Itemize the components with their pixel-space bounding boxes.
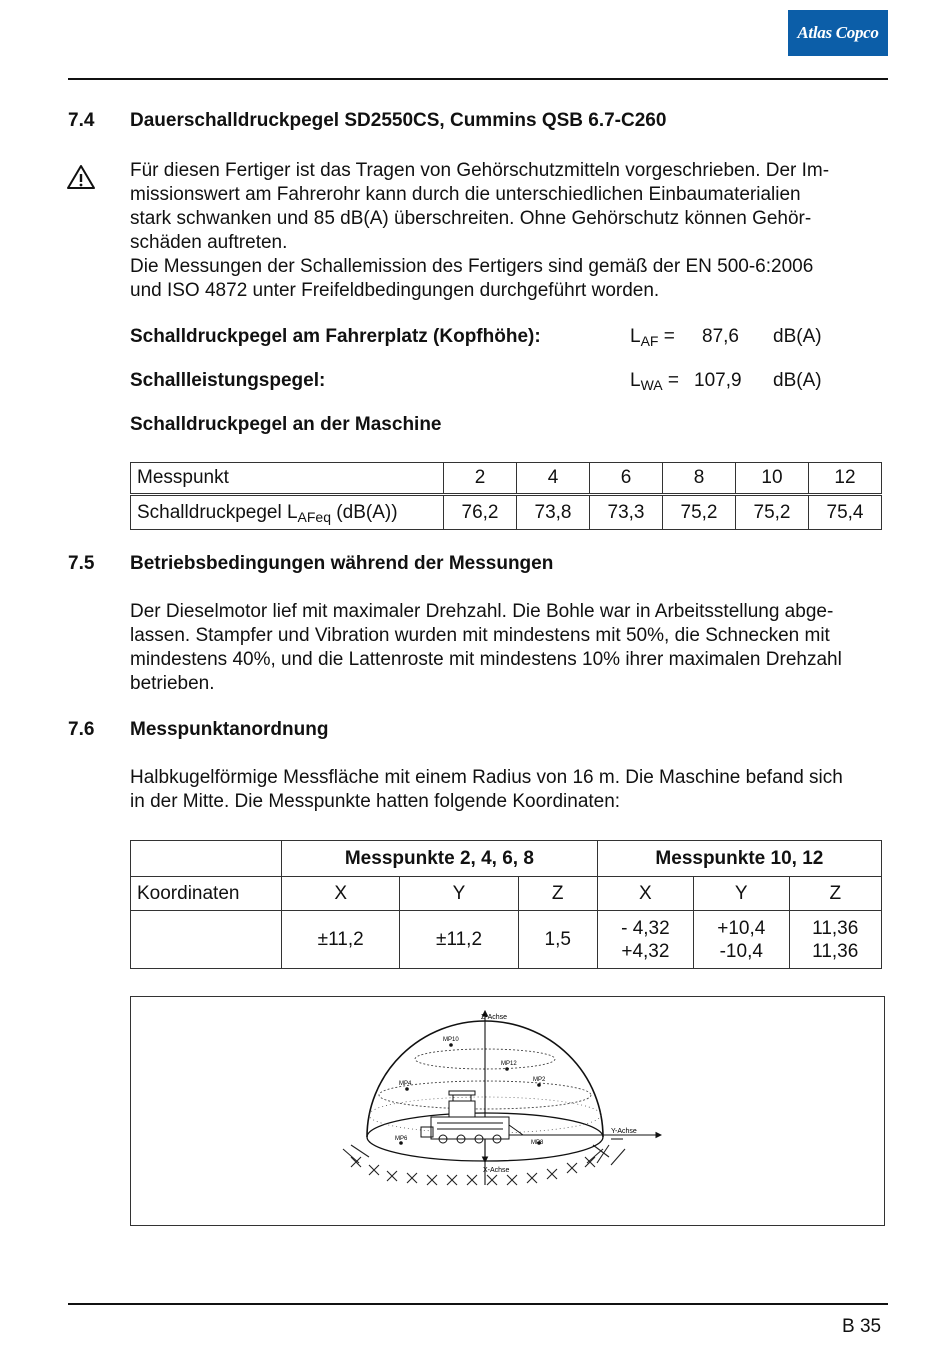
ground-hatching	[343, 1139, 625, 1185]
mp6-label: MP6	[395, 1136, 408, 1142]
coordinates-table	[130, 840, 882, 969]
page-number: B 35	[842, 1316, 882, 1337]
hearing-protection-paragraph: Für diesen Fertiger ist das Tragen von Gehörschutzmitteln vorgeschrieben. Der Im- missionswert am Fahrerohr kann durch die unterschiedlichen Einbaumaterialien stark schwanken und 85 dB(A) überschreiten. Ohne Gehörschutz können Gehör- schäden auftreten. Die Messungen der Schallemission des Fertigers sind gemäß der EN 500-6:2006 und ISO 4872 unter Freifeldbedingungen durchgeführt worden.	[130, 160, 830, 301]
table-cell: 76,2	[444, 495, 517, 530]
table-cell: 11,36 11,36	[789, 911, 882, 969]
table-cell: Koordinaten	[131, 877, 282, 911]
mp4-label: MP4	[399, 1081, 412, 1087]
mp10-label: MP10	[443, 1037, 459, 1043]
mp12-point	[505, 1067, 509, 1071]
table-cell: Y	[694, 877, 789, 911]
sound-pressure-table	[130, 462, 882, 530]
y-axis-label: Y-Achse	[611, 1128, 637, 1135]
table-header-cell: 4	[517, 463, 590, 495]
table-row	[131, 911, 882, 969]
table-cell: 75,2	[663, 495, 736, 530]
table-cell: Schalldruckpegel $L_{AFeq}$ (dB(A))	[131, 495, 444, 530]
driver-sound-pressure-value: 87,6	[702, 326, 739, 347]
table-row	[131, 495, 882, 530]
table-cell: - 4,32 +4,32	[597, 911, 693, 969]
table-cell: ±11,2	[282, 911, 400, 969]
header-rule	[68, 78, 888, 80]
table-header-cell: 2	[444, 463, 517, 495]
table-cell: 75,2	[736, 495, 809, 530]
table-cell: 75,4	[809, 495, 882, 530]
table-cell: 73,3	[590, 495, 663, 530]
table-header-cell: 6	[590, 463, 663, 495]
table-cell: Z	[789, 877, 882, 911]
table-cell: X	[282, 877, 400, 911]
table-row	[131, 841, 882, 877]
table-cell: X	[597, 877, 693, 911]
table-cell: Y	[400, 877, 518, 911]
table-cell: 73,8	[517, 495, 590, 530]
operating-conditions-paragraph: Der Dieselmotor lief mit maximaler Drehzahl. Die Bohle war in Arbeitsstellung abge- lassen. Stampfer und Vibration wurden mit mindestens mit 50%, die Schnecken mit mindestens 40%, und die Lattenroste mit mindestens 10% ihrer maximalen Drehzahl betrieben.	[130, 601, 842, 694]
sound-power-unit: dB(A)	[773, 370, 822, 391]
table-header-cell: 12	[809, 463, 882, 495]
mp4-point	[405, 1087, 409, 1091]
table-cell	[131, 841, 282, 877]
footer-rule	[68, 1303, 888, 1305]
sound-power-symbol: $L_{WA}$ =	[630, 370, 679, 393]
z-axis-label: Z-Achse	[481, 1014, 508, 1021]
machine-sound-pressure-label: Schalldruckpegel an der Maschine	[130, 414, 442, 435]
driver-sound-pressure-unit: dB(A)	[773, 326, 822, 347]
sound-power-value: 107,9	[694, 370, 742, 391]
table-cell: ±11,2	[400, 911, 518, 969]
table-row	[131, 877, 882, 911]
table-cell: Z	[518, 877, 597, 911]
hemisphere-figure	[130, 996, 885, 1226]
table-header-cell: Messpunkte 2, 4, 6, 8	[282, 841, 598, 877]
mp12-label: MP12	[501, 1061, 517, 1067]
table-header-cell: 8	[663, 463, 736, 495]
paver-machine-sketch	[421, 1091, 523, 1143]
table-row	[131, 463, 882, 495]
sound-power-label: Schallleistungspegel:	[130, 370, 326, 391]
atlas-copco-logo: Atlas Copco	[788, 10, 888, 56]
measuring-points-paragraph: Halbkugelförmige Messfläche mit einem Radius von 16 m. Die Maschine befand sich in der Mitte. Die Messpunkte hatten folgende Koordinaten:	[130, 767, 843, 812]
hemisphere-diagram	[131, 997, 884, 1225]
driver-sound-pressure-label: Schalldruckpegel am Fahrerplatz (Kopfhöhe):	[130, 326, 541, 347]
x-axis-label: X-Achse	[483, 1167, 510, 1174]
mp8-label: MP8	[531, 1140, 544, 1146]
table-header-cell: 10	[736, 463, 809, 495]
mp2-label: MP2	[533, 1077, 546, 1083]
table-cell	[131, 911, 282, 969]
table-header-cell: Messpunkte 10, 12	[597, 841, 881, 877]
mp10-point	[449, 1043, 453, 1047]
table-cell: 1,5	[518, 911, 597, 969]
table-header-cell: Messpunkt	[131, 463, 444, 495]
warning-triangle-icon	[66, 163, 96, 191]
mp2-point	[537, 1083, 541, 1087]
table-cell: +10,4 -10,4	[694, 911, 789, 969]
driver-sound-pressure-symbol: $L_{AF}$ =	[630, 326, 675, 349]
